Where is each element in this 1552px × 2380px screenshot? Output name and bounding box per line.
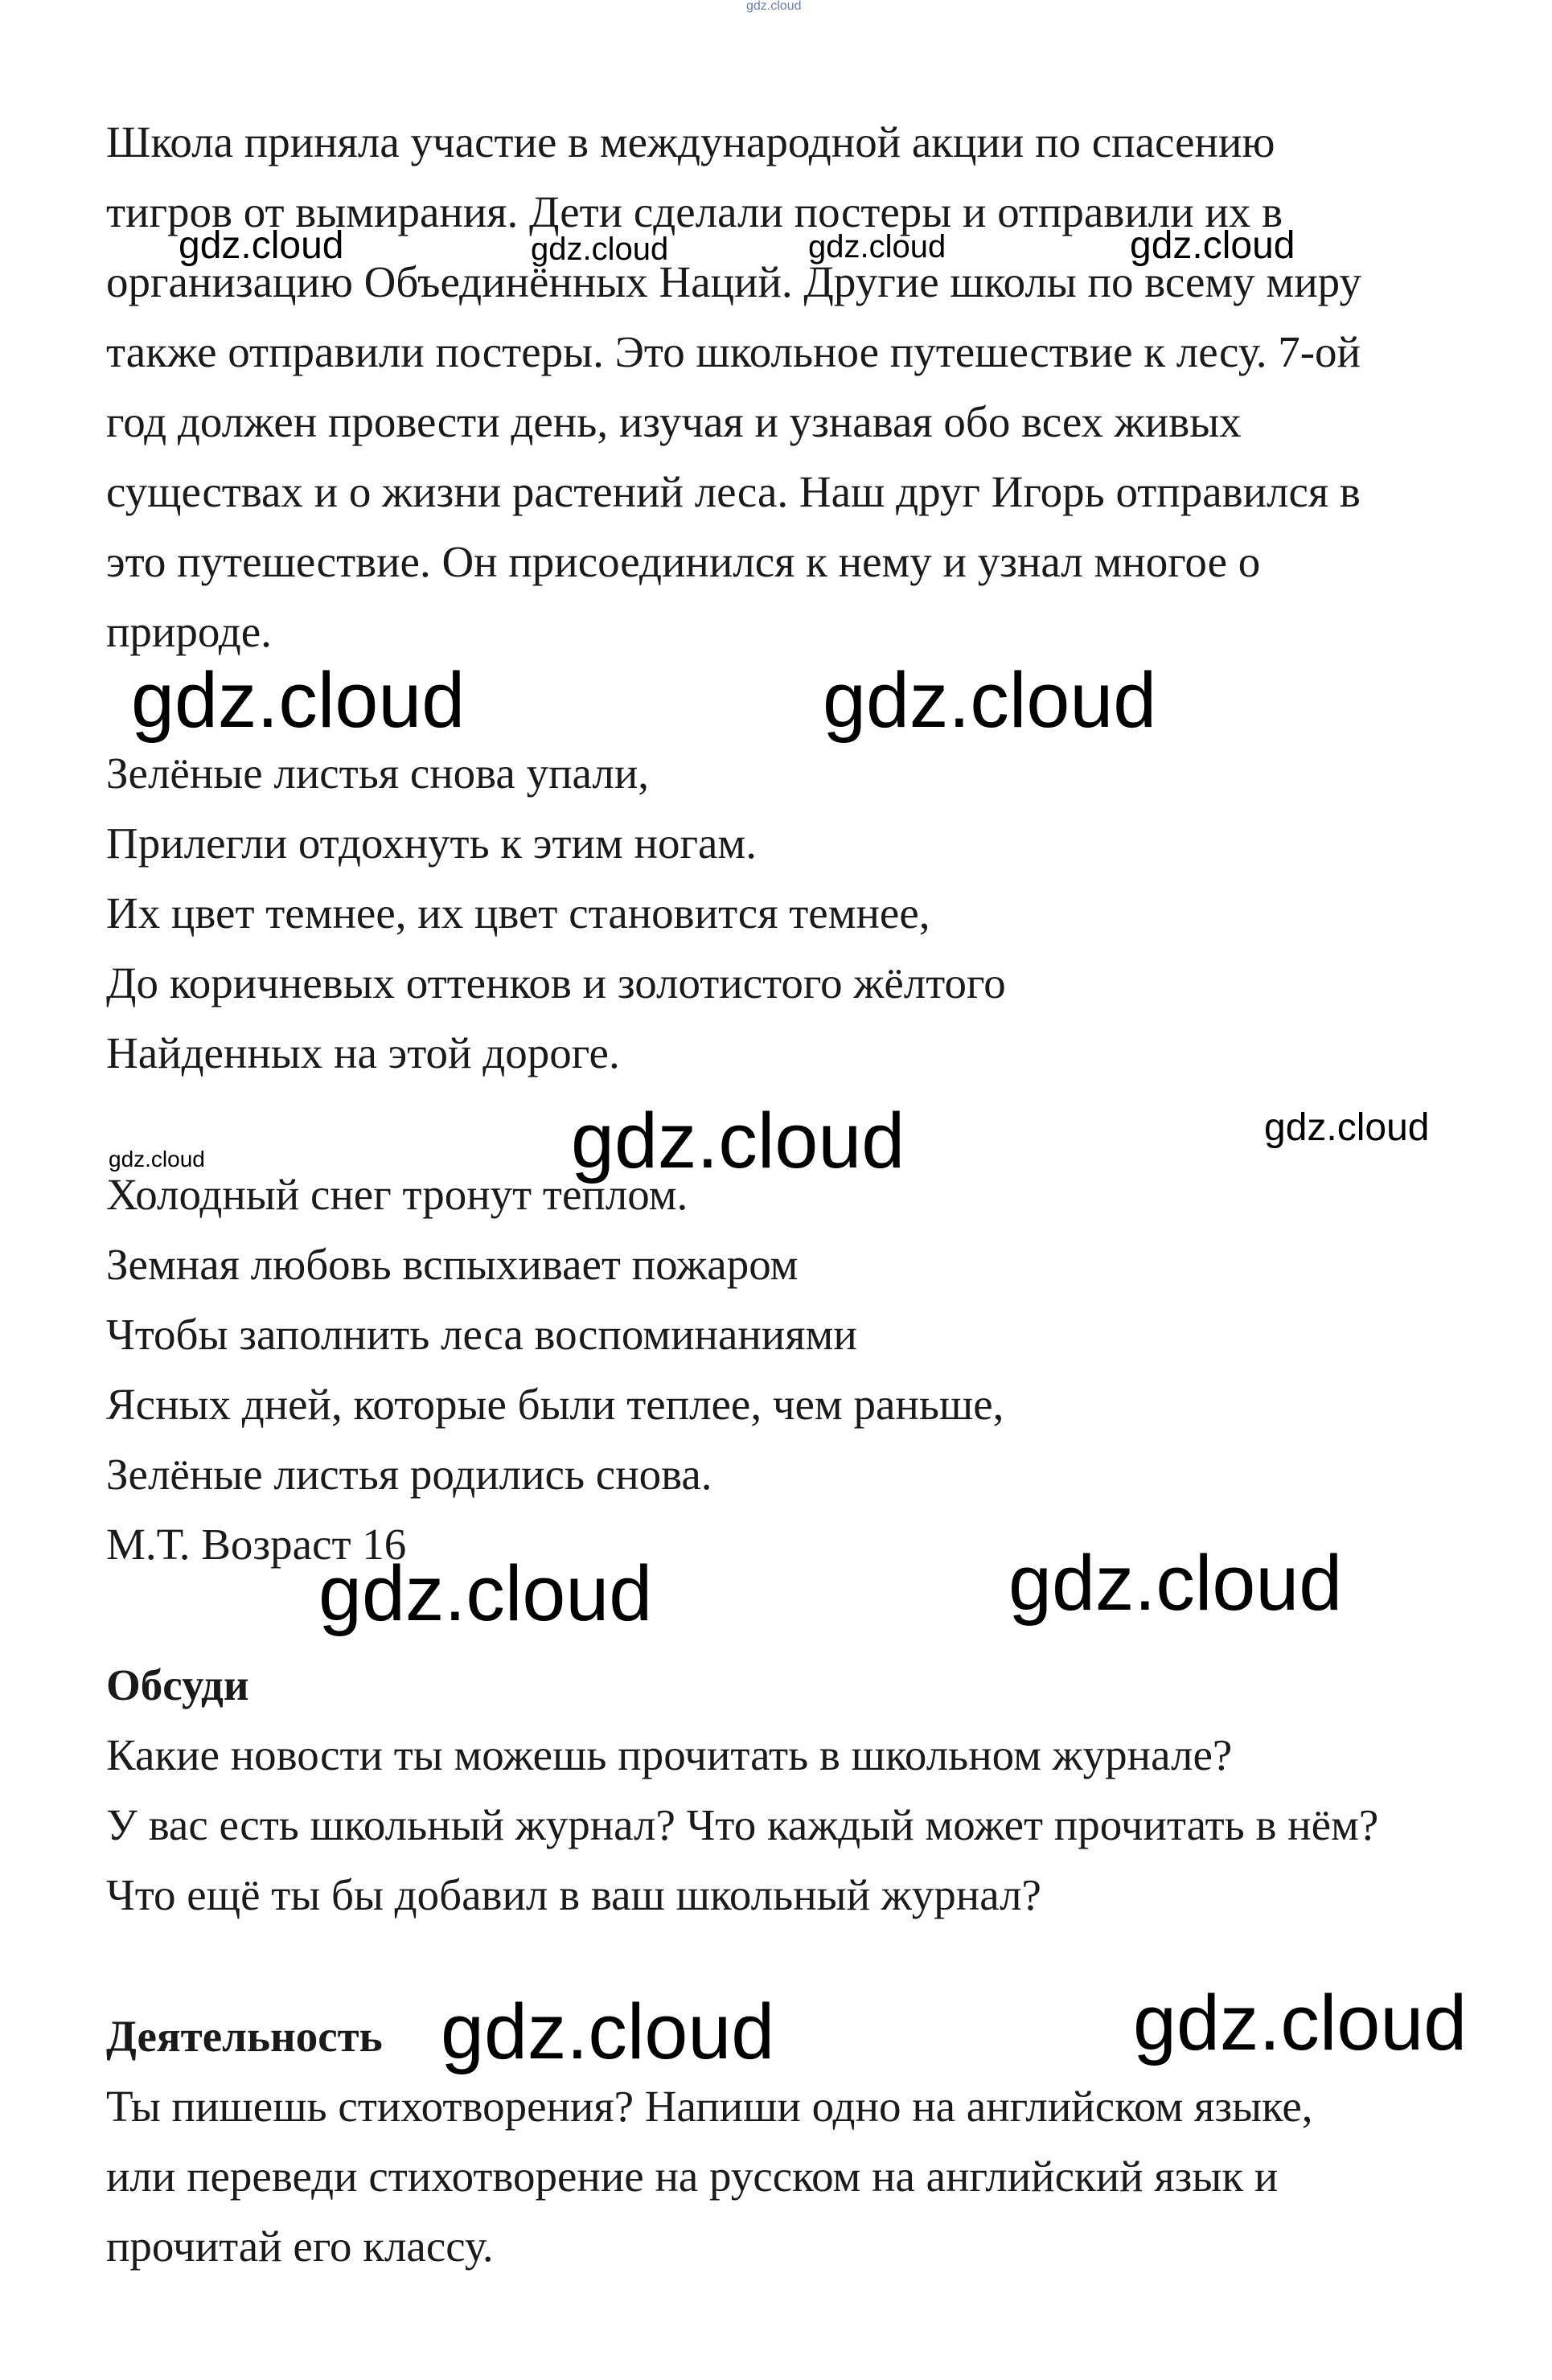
watermark: gdz.cloud (179, 224, 344, 267)
watermark: gdz.cloud (1130, 224, 1295, 267)
activity-line: Ты пишешь стихотворения? Напиши одно на английском языке, (106, 2082, 1313, 2131)
poem-line: Зелёные листья снова упали, (106, 749, 650, 798)
watermark: gdz.cloud (109, 1147, 205, 1172)
activity-heading: Деятельность (106, 2012, 383, 2061)
watermark: gdz.cloud (131, 656, 466, 744)
watermark: gdz.cloud (1008, 1539, 1343, 1627)
intro-line: также отправили постеры. Это школьное путешествие к лесу. 7-ой (106, 327, 1361, 376)
discuss-line: Какие новости ты можешь прочитать в школьном журнале? (106, 1730, 1233, 1779)
watermark: gdz.cloud (571, 1097, 905, 1184)
poem-author: М.Т. Возраст 16 (106, 1520, 407, 1569)
intro-line: существах и о жизни растений леса. Наш друг Игорь отправился в (106, 467, 1361, 516)
intro-line: организацию Объединённых Наций. Другие школы по всему миру (106, 257, 1361, 306)
watermark: gdz.cloud (823, 656, 1157, 744)
intro-line: тигров от вымирания. Дети сделали постеры и отправили их в (106, 187, 1283, 236)
poem-line: Холодный снег тронут теплом. (106, 1170, 688, 1219)
watermark: gdz.cloud (441, 1988, 775, 2075)
watermark: gdz.cloud (1264, 1106, 1430, 1149)
poem-line: Земная любовь вспыхивает пожаром (106, 1240, 799, 1289)
watermark: gdz.cloud (1133, 1979, 1468, 2066)
activity-line: или переведи стихотворение на русском на английский язык и (106, 2152, 1279, 2201)
intro-line: год должен провести день, изучая и узнавая обо всех живых (106, 397, 1242, 446)
watermark: gdz.cloud (746, 0, 802, 13)
discuss-line: У вас есть школьный журнал? Что каждый может прочитать в нём? (106, 1800, 1379, 1849)
poem-line: До коричневых оттенков и золотистого жёлтого (106, 958, 1006, 1007)
activity-line: прочитай его классу. (106, 2222, 494, 2271)
watermark: gdz.cloud (318, 1549, 653, 1637)
poem-line: Чтобы заполнить леса воспоминаниями (106, 1310, 857, 1359)
discuss-line: Что ещё ты бы добавил в ваш школьный журнал? (106, 1870, 1041, 1919)
watermark: gdz.cloud (808, 229, 946, 265)
intro-line: Школа приняла участие в международной акции по спасению (106, 117, 1275, 166)
intro-line: это путешествие. Он присоединился к нему и узнал многое о (106, 537, 1261, 586)
poem-line: Их цвет темнее, их цвет становится темнее, (106, 888, 930, 938)
poem-line: Прилегли отдохнуть к этим ногам. (106, 819, 757, 868)
poem-line: Найденных на этой дороге. (106, 1028, 620, 1077)
intro-line: природе. (106, 607, 272, 656)
watermark: gdz.cloud (531, 232, 669, 267)
poem-line: Зелёные листья родились снова. (106, 1450, 712, 1499)
poem-line: Ясных дней, которые были теплее, чем раньше, (106, 1380, 1004, 1429)
discuss-heading: Обсуди (106, 1660, 249, 1709)
